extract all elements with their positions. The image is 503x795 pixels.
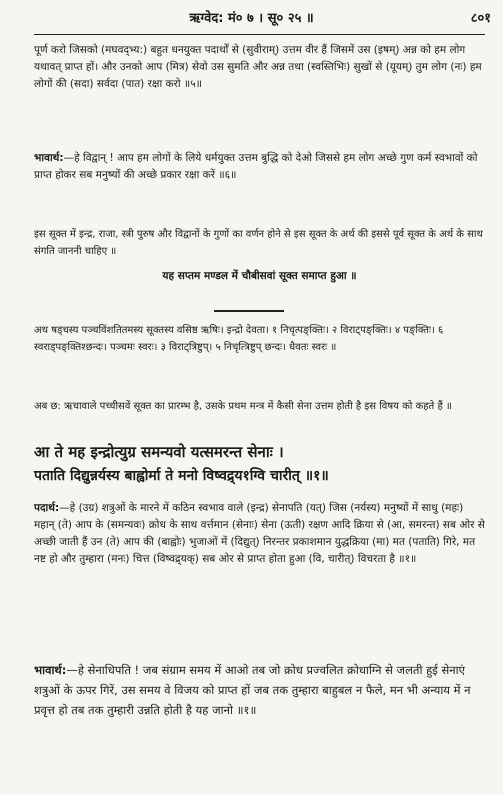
padartha-body: —हे (उग्र) शत्रुओं के मारने में कठिन स्वभाव वाले (इन्द्र) सेनापति (यत्) जिस (नर्यस्य) मनुष्यों में साधु (महः) महान् (ते) आप के (समन्यवः) क्रोध के साथ वर्त्तमान (सेनाः) सेना (ऊती) रक्षण आदि क्रिया से (आ, समरन्त) सब ओर से अच्छी जाती हैं उन (ते) आप की (बाह्वोः) भुजाओं में (दिद्युत्) निरन्तर प्रकाशमान युद्धक्रिया (मा) मत (पताति) गिरे, मत नष्ट हो और तुम्हारा (मनः) चित्त (विष्वद्र्यक्) सब ओर से प्राप्त होता हुआ (वि, चारीत्) विचरता है ॥१॥ (34, 502, 485, 565)
intro-hindi (34, 398, 485, 434)
intro-hindi-text: अब छ: ऋचावाले पच्चीसवें सूक्त का प्रारम्भ है, उसके प्रथम मन्त्र में कैसी सेना उत्तम होती है इस विषय को कहते हैं ॥ (34, 401, 452, 412)
sukta-end-text: यह सप्तम मण्डल में चौबीसवां सूक्त समाप्त हुआ ॥ (162, 270, 357, 282)
sukta-summary (34, 226, 485, 262)
padartha (34, 500, 485, 642)
bhavartha-1-label: भावार्थ: (34, 152, 64, 164)
padartha-label: पदार्थ: (34, 502, 60, 514)
running-title: ऋग्वेद: मं० ७ । सू० २५ ॥ (189, 11, 314, 26)
verse-line-1: आ ते मह इन्द्रोत्युग्र समन्यवो यत्समरन्त सेनाः । (34, 443, 284, 461)
bhavartha-1 (34, 150, 485, 220)
page-number: ८०१ (470, 11, 491, 26)
page-header (0, 6, 503, 28)
verse-line-2: पताति दिद्युन्नर्यस्य बाह्वोर्मा ते मनो विष्वद्र्य१ग्वि चारीत् ॥१॥ (34, 468, 329, 484)
sukta-summary-text: इस सूक्त में इन्द्र, राजा, स्त्री पुरुष और विद्वानों के गुणों का वर्णन होने से इस सूक्त के अर्थ की इससे पूर्व सूक्त के अर्थ के साथ संगति जाननी चाहिए ॥ (34, 229, 483, 257)
para1-text: पूर्ण करो जिसको (मघवद्भ्य:) बहुत धनयुक्त पदार्थों से (सुवीराम्) उत्तम वीर हैं जिसमें उस (इषम्) अन्न को हम लोग यथावत् प्राप्त हों। और उनको आप (मित्र) सेवो उस सुमति और अन्न तथा (स्वस्तिभिः) सुखों से (यूयम्) तुम लोग (नः) हम लोगों की (सदा) सर्वदा (पात) रक्षा करो ॥५॥ (34, 44, 482, 90)
bhavartha-2-body: —हे सेनाधिपति ! जब संग्राम समय में आओ तब जो क्रोध प्रज्वलित क्रोधाग्नि से जलती हुई सेनाएं शत्रुओं के ऊपर गिरें, उस समय वे विजय को प्राप्त हों जब तक तुम्हारा बाहुबल न फैले, मन भी अन्याय में न प्रवृत्त हो तब तक तुम्हारी उन्नति होती है यह जानो ॥१॥ (34, 663, 471, 717)
sukta-intro (34, 322, 485, 390)
paragraph-continuation (34, 42, 485, 146)
bhavartha-1-body: —हे विद्वान् ! आप हम लोगों के लिये धर्मयुक्त उत्तम बुद्धि को देओ जिससे हम लोग अच्छे गुण कर्म स्वभावों को प्राप्त होकर सब मनुष्यों की अच्छे प्रकार रक्षा करें ॥६॥ (34, 152, 478, 181)
bhavartha-2 (34, 660, 485, 770)
padartha-text (34, 500, 485, 568)
mantra-verse (34, 440, 485, 488)
header-rule (34, 34, 485, 35)
bhavartha-1-text (34, 150, 485, 184)
section-separator (214, 310, 284, 312)
bhavartha-2-text (34, 660, 485, 720)
bhavartha-2-label: भावार्थ: (34, 663, 67, 677)
sukta-intro-text: अथ षड्चस्य पञ्चविंशतितमस्य सूक्तस्य वसिष्ठ ऋषिः। इन्द्रो देवता। १ निचृत्पङ्क्तिः। २ विराट्पङ्क्तिः। ४ पङ्क्तिः। ६ स्वराड्पङ्क्तिश्छन्दः। पञ्चमः स्वरः। ३ विराट्त्रिष्टुप्। ५ निचृत्त्रिष्टुप् छन्दः। धैवतः स्वरः ॥ (34, 325, 444, 353)
sukta-end-note (34, 268, 485, 286)
